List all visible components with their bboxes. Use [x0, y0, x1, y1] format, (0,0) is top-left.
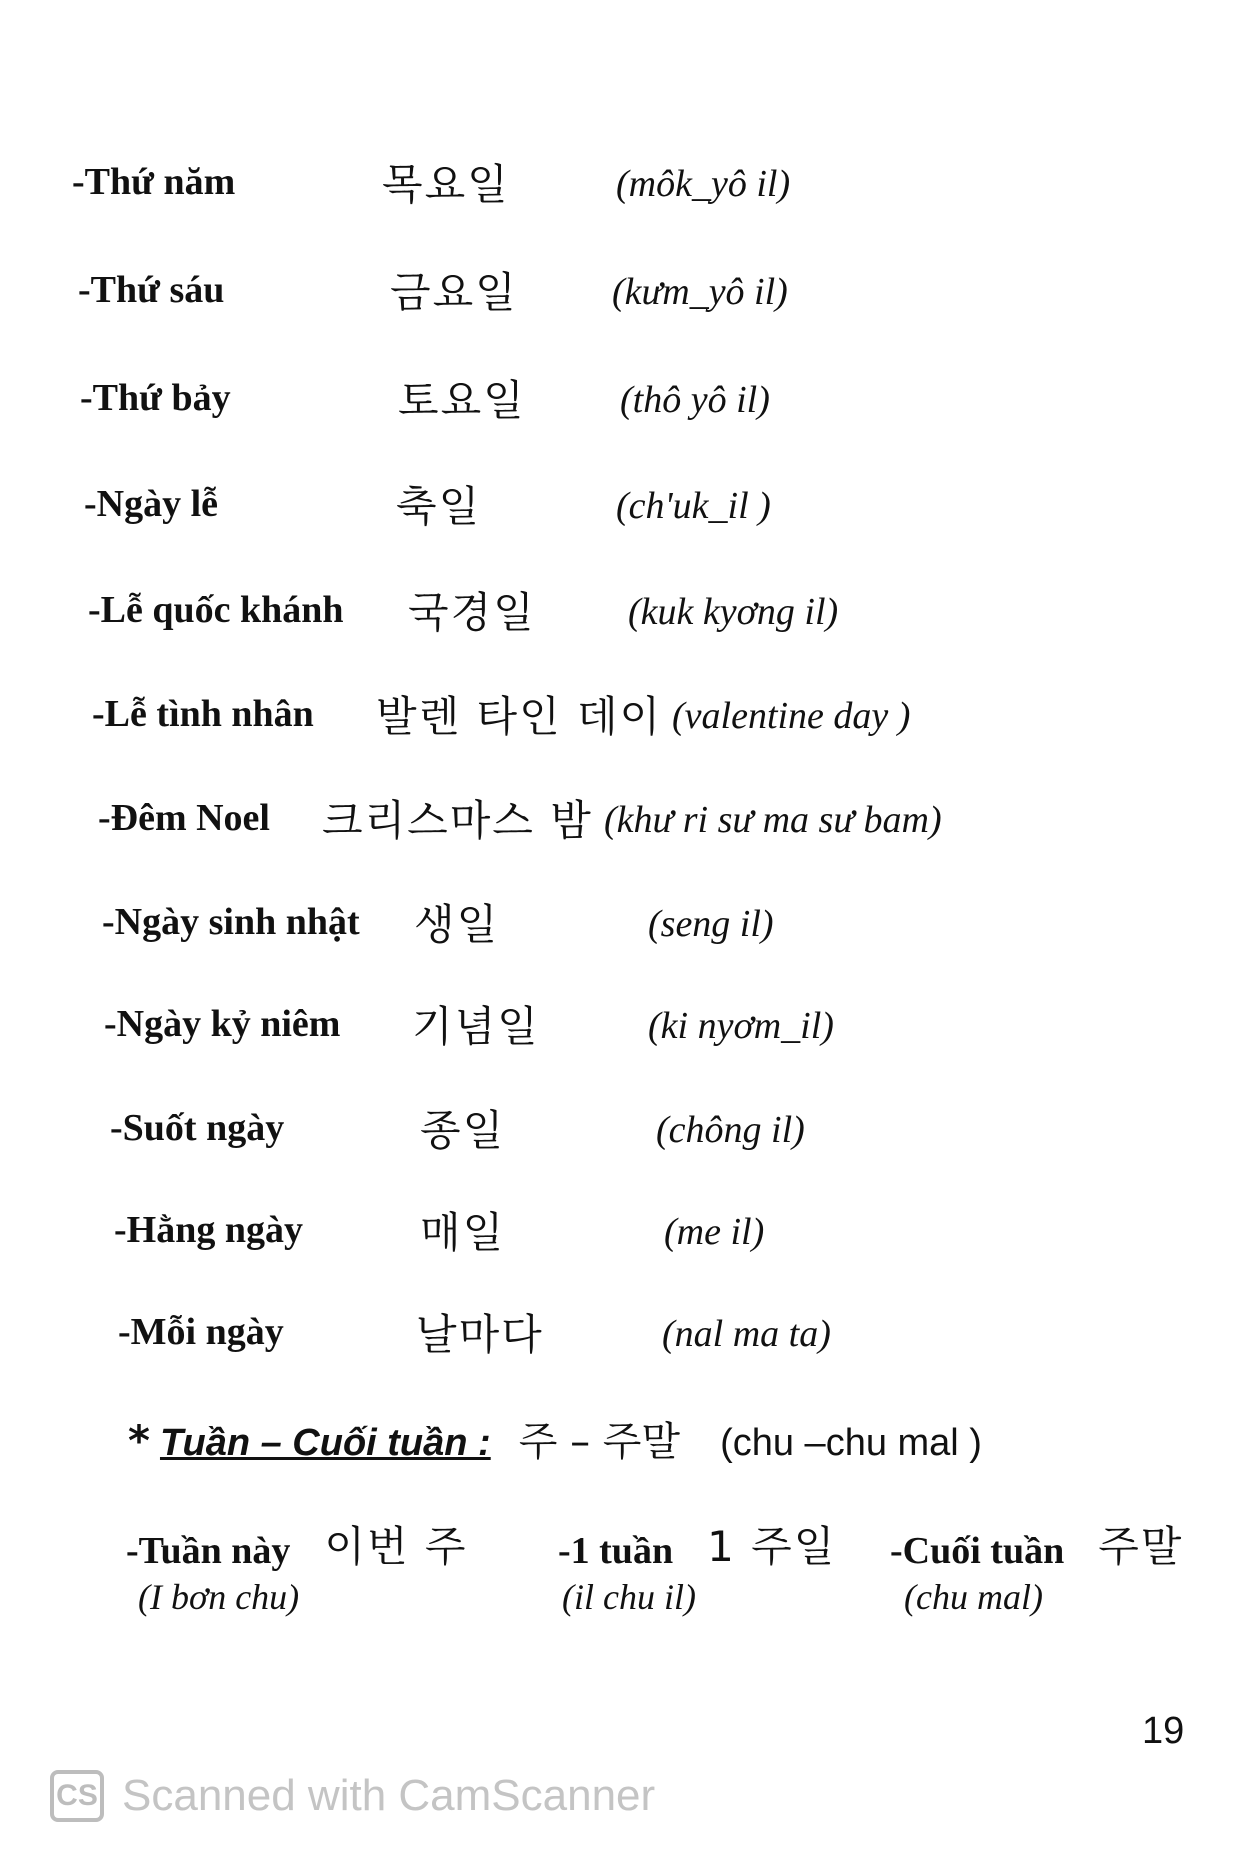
section-title: Tuần – Cuối tuần :	[159, 1422, 491, 1464]
vocab-vietnamese: -Thứ năm	[72, 161, 236, 203]
vocab-romanization: (ki nyơm_il)	[648, 1005, 834, 1047]
vocab-korean: 종일	[420, 1106, 506, 1155]
asterisk-icon: *	[128, 1416, 150, 1465]
vocab-vietnamese: -Cuối tuần	[890, 1530, 1065, 1572]
vocab-romanization: (kuk kyơng il)	[628, 591, 839, 633]
vocab-romanization: (khư ri sư ma sư bam)	[604, 799, 942, 841]
vocab-romanization: (môk_yô il)	[616, 163, 791, 205]
vocab-vietnamese: -Hằng ngày	[114, 1209, 303, 1251]
vocab-vietnamese: -Mỗi ngày	[118, 1311, 284, 1353]
page-number: 19	[1142, 1710, 1185, 1752]
vocab-korean: 날마다	[416, 1310, 544, 1359]
vocab-romanization: (kưm_yô il)	[612, 271, 788, 313]
vocab-romanization: (ch'uk_il )	[616, 485, 771, 527]
section-heading-week	[128, 1410, 982, 1467]
vocab-korean: 목요일	[382, 160, 510, 209]
vocab-korean: 토요일	[398, 376, 526, 425]
vocab-romanization: (thô yô il)	[620, 379, 770, 421]
vocab-vietnamese: -Suốt ngày	[110, 1107, 285, 1149]
vocab-korean: 매일	[420, 1208, 506, 1257]
vocab-korean: 금요일	[390, 268, 518, 317]
vocab-romanization: (chu mal)	[904, 1577, 1043, 1617]
camscanner-watermark	[50, 1770, 655, 1822]
vocab-korean: 주말	[1098, 1522, 1184, 1571]
vocab-vietnamese: -1 tuần	[558, 1530, 674, 1572]
vocab-romanization: (il chu il)	[562, 1577, 696, 1617]
vocab-romanization: (me il)	[664, 1211, 765, 1253]
vocab-romanization: (valentine day )	[672, 695, 911, 737]
week-item-this-week	[126, 1514, 468, 1618]
vocab-korean: 기념일	[412, 1002, 540, 1051]
week-item-one-week	[558, 1514, 836, 1618]
section-korean: 주 – 주말	[518, 1419, 681, 1465]
vocab-vietnamese: -Lễ quốc khánh	[88, 589, 344, 631]
vocab-korean: 크리스마스 밤	[322, 796, 593, 845]
vocab-romanization: (nal ma ta)	[662, 1313, 831, 1355]
camscanner-text: Scanned with CamScanner	[122, 1771, 656, 1820]
vocab-vietnamese: -Thứ sáu	[78, 269, 225, 311]
vocab-vietnamese: -Ngày lễ	[84, 483, 219, 525]
section-romanization: (chu –chu mal )	[720, 1422, 982, 1464]
vocab-korean: 이번 주	[324, 1522, 468, 1571]
vocab-vietnamese: -Tuần này	[126, 1530, 291, 1572]
vocab-korean: 축일	[396, 482, 482, 531]
vocab-korean: 국경일	[408, 588, 536, 637]
vocab-korean: 발렌 타인 데이	[376, 692, 663, 741]
camscanner-logo-icon: CS	[50, 1770, 104, 1822]
vocab-vietnamese: -Ngày sinh nhật	[102, 901, 360, 943]
vocab-romanization: (seng il)	[648, 903, 774, 945]
week-item-weekend	[890, 1514, 1183, 1618]
vocab-romanization: (I bơn chu)	[138, 1577, 300, 1617]
vocab-vietnamese: -Ngày kỷ niêm	[104, 1003, 341, 1045]
vocab-vietnamese: -Thứ bảy	[80, 377, 231, 419]
vocab-vietnamese: -Đêm Noel	[98, 797, 270, 839]
vocab-romanization: (chông il)	[656, 1109, 805, 1151]
vocab-vietnamese: -Lễ tình nhân	[92, 693, 314, 735]
vocab-korean: 1 주일	[707, 1522, 837, 1571]
vocab-korean: 생일	[414, 900, 500, 949]
